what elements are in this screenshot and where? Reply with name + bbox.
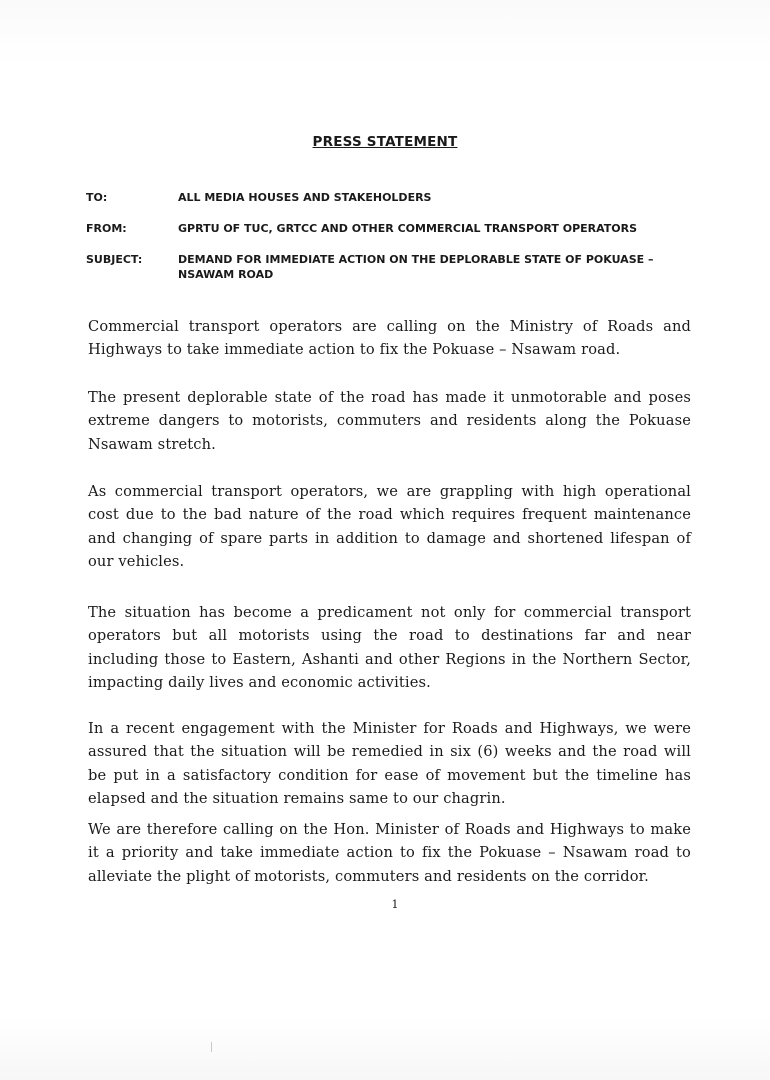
body-paragraph: In a recent engagement with the Minister for Roads and Highways, we were assured that the situation will be remedied in six (6) weeks and the road will be put in a satisfactory condition for ease of movement but the timeline has elapsed and the situation remains same to our chagrin. bbox=[88, 719, 691, 808]
document-title: PRESS STATEMENT bbox=[312, 134, 458, 150]
to-label: TO: bbox=[86, 191, 108, 204]
to-value: ALL MEDIA HOUSES AND STAKEHOLDERS bbox=[178, 191, 432, 204]
subject-value: DEMAND FOR IMMEDIATE ACTION ON THE DEPLORABLE STATE OF POKUASE – NSAWAM ROAD bbox=[178, 253, 654, 281]
subject-label: SUBJECT: bbox=[86, 253, 143, 266]
from-label: FROM: bbox=[86, 222, 127, 235]
body-paragraph: Commercial transport operators are calling on the Ministry of Roads and Highways to take immediate action to fix the Pokuase – Nsawam road. bbox=[88, 317, 691, 359]
page-number: 1 bbox=[391, 898, 399, 911]
body-paragraph: The present deplorable state of the road has made it unmotorable and poses extreme dangers to motorists, commuters and residents along the Pokuase Nsawam stretch. bbox=[88, 388, 691, 453]
body-paragraph: We are therefore calling on the Hon. Minister of Roads and Highways to make it a priority and take immediate action to fix the Pokuase – Nsawam road to alleviate the plight of motorists, commuters and residents on the corridor. bbox=[88, 820, 691, 885]
body-paragraph: The situation has become a predicament not only for commercial transport operators but all motorists using the road to destinations far and near including those to Eastern, Ashanti and other Regions in the Northern Sector, impacting daily lives and economic activities. bbox=[88, 603, 691, 692]
scan-mark bbox=[211, 1042, 212, 1052]
from-value: GPRTU OF TUC, GRTCC AND OTHER COMMERCIAL TRANSPORT OPERATORS bbox=[178, 222, 638, 235]
body-paragraph: As commercial transport operators, we are grappling with high operational cost due to the bad nature of the road which requires frequent maintenance and changing of spare parts in addition to damage and shortened lifespan of our vehicles. bbox=[88, 482, 691, 571]
